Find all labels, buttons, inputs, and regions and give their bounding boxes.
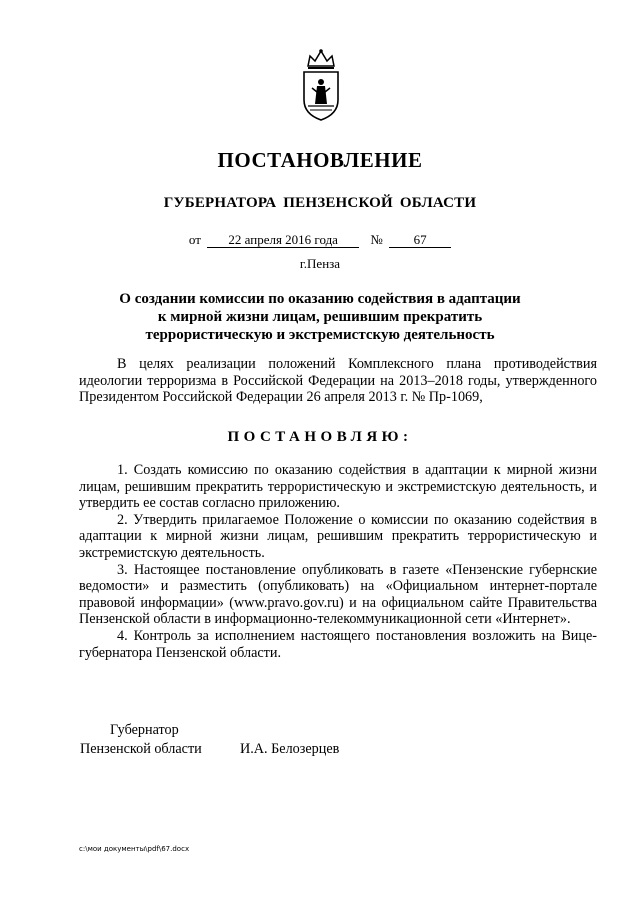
signature-region: Пензенской области: [80, 741, 202, 757]
subject-line: О создании комиссии по оказанию содействия в адаптации: [119, 291, 521, 307]
date-number-line: [0, 232, 640, 248]
document-subtitle: ГУБЕРНАТОРА ПЕНЗЕНСКОЙ ОБЛАСТИ: [163, 195, 477, 211]
file-path: c:\мои документы\pdf\67.docx: [79, 845, 190, 853]
resolution-point: 2. Утвердить прилагаемое Положение о комиссии по оказанию содействия в адаптации к мирной жизни лицам, решившим прекратить террористическую и экстремистскую деятельность.: [79, 511, 597, 561]
preamble-text: В целях реализации положений Комплексного плана противодействия идеологии терроризма в Российской Федерации на 2013–2018 годы, утвержденного Президентом Российской Федерации 26 апреля 2013 г. № Пр-1069,: [79, 356, 597, 406]
number-label: №: [370, 232, 383, 247]
document-date: 22 апреля 2016 года: [207, 232, 359, 248]
signature-name: И.А. Белозерцев: [240, 741, 340, 757]
preamble-block: [79, 356, 597, 406]
date-prefix: от: [188, 232, 201, 247]
document-city: г.Пенза: [299, 256, 341, 271]
subject-line: к мирной жизни лицам, решившим прекратить: [157, 309, 483, 325]
subject-line: террористическую и экстремистскую деятельность: [145, 327, 495, 343]
resolve-heading: ПОСТАНОВЛЯЮ:: [227, 429, 413, 445]
document-title: ПОСТАНОВЛЕНИЕ: [217, 148, 423, 172]
signature-position: Губернатор: [110, 722, 179, 738]
document-subject: [0, 290, 640, 344]
resolution-points: [79, 462, 597, 661]
penza-coat-of-arms-icon: [296, 48, 346, 122]
resolution-point: 4. Контроль за исполнением настоящего постановления возложить на Вице-губернатора Пензенской области.: [79, 627, 597, 661]
resolution-point: 3. Настоящее постановление опубликовать в газете «Пензенские губернские ведомости» и разместить (опубликовать) на «Официальном интернет-портале правовой информации» (www.pravo.gov.ru) и на официальном сайте Правительства Пензенской области в информационно-телекоммуникационной сети «Интернет».: [79, 561, 597, 628]
resolution-point: 1. Создать комиссию по оказанию содействия в адаптации к мирной жизни лицам, решившим прекратить террористическую и экстремистскую деятельность, и утвердить ее состав согласно приложению.: [79, 462, 597, 512]
document-number: 67: [389, 232, 451, 248]
